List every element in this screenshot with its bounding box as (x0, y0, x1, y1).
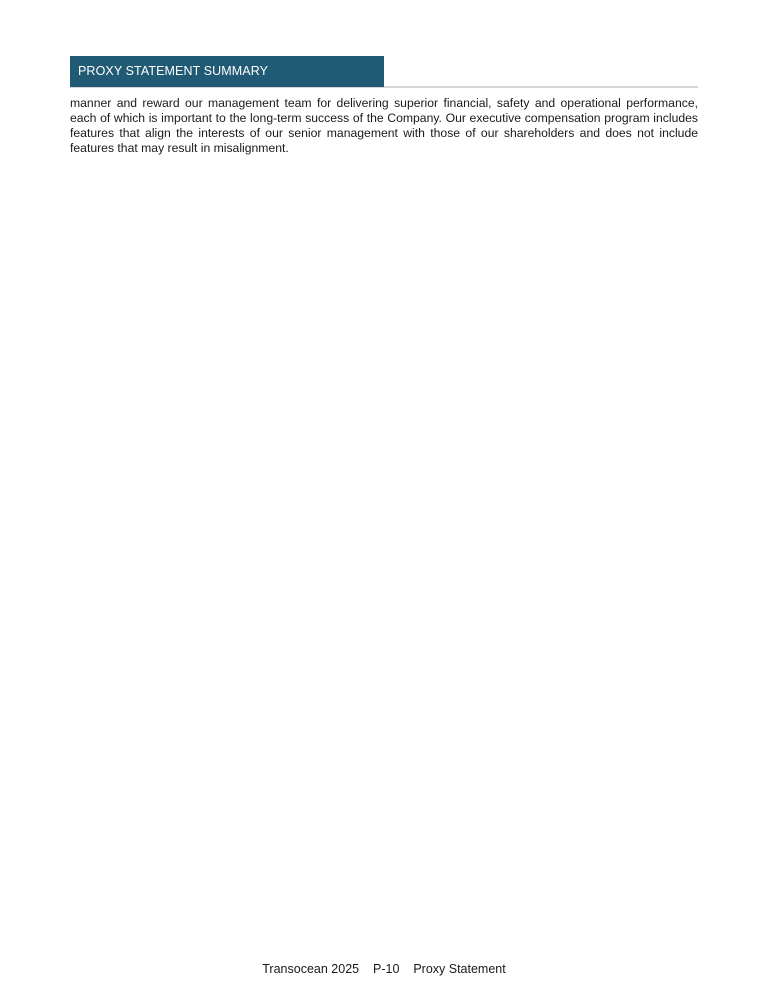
page-footer (0, 962, 768, 977)
footer-page-number: P-10 (373, 962, 400, 976)
footer-company-year: Transocean 2025 (262, 962, 360, 976)
body-paragraph: manner and reward our management team for delivering superior financial, safety and operational performance, each of which is important to the long-term success of the Company. Our executive compensation program includes features that align the interests of our senior management with those of our shareholders and does not include features that may result in misalignment. (70, 96, 698, 155)
footer-document-title: Proxy Statement (413, 962, 506, 976)
section-header (70, 56, 698, 88)
section-title: PROXY STATEMENT SUMMARY (70, 56, 384, 87)
